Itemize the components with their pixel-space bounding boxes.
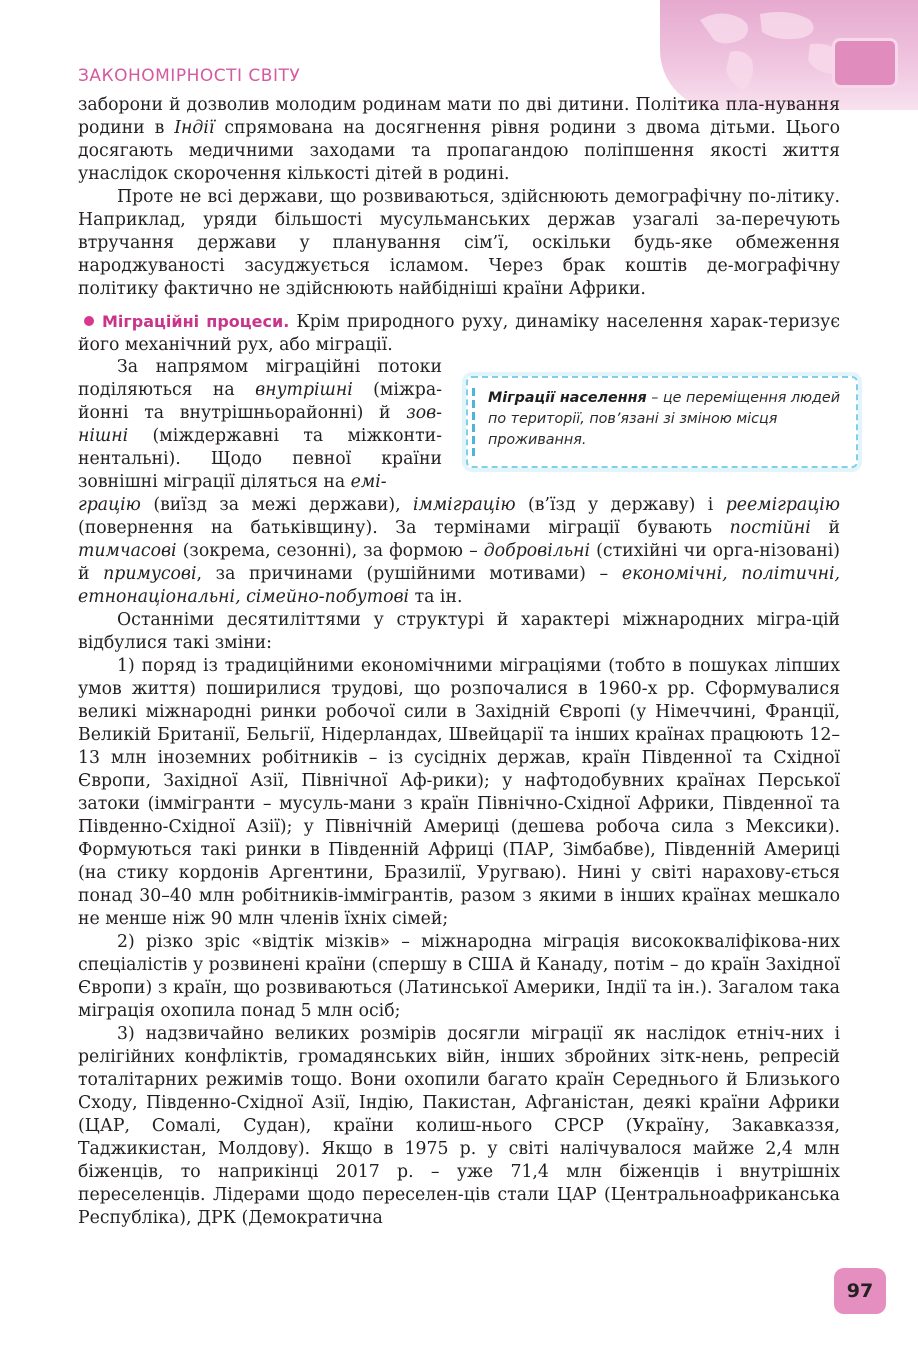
paragraph-demographic-policy: Проте не всі держави, що розвиваються, здійснюють демографічну по-літику. Наприклад, уряди більшості мусульманських держав узагалі за-перечують втручання держави у планування сім’ї, оскільки будь-яке обмеження народжуваності засуджується ісламом. Через брак коштів де-мографічну політику фактично не здійснюють найбідніші країни Африки. <box>78 187 840 299</box>
changes-intro: Останніми десятиліттями у структурі й характері міжнародних мігра-цій відбулися такі зміни: <box>78 610 840 653</box>
definition-box <box>466 376 858 468</box>
definition-text: – це переміщення людей по території, пов’язані зі зміною місця проживання. <box>488 390 840 448</box>
page-number: 97 <box>834 1268 886 1314</box>
bullet-icon <box>84 316 94 326</box>
migration-heading: Міграційні процеси. <box>102 312 290 331</box>
list-item-2: 2) різко зріс «відтік мізків» – міжнародна міграція висококваліфікова-них спеціалістів у розвинені країни (спершу в США й Канаду, потім – до країн Західної Європи) з країн, що розвиваються (Латинської Америки, Індії та ін.). Загалом така міграція охопила понад 5 млн осіб; <box>78 932 840 1021</box>
list-item-1: 1) поряд із традиційними економічними міграціями (тобто в пошуках ліпших умов життя) поширилися трудові, що розпочалися в 1960-х рр. Сформувалися великі міжнародні ринки робочої сили в Західній Європі (у Німеччині, Франції, Великій Британії, Бельгії, Нідерландах, Швейцарії та інших країнах працюють 12–13 млн іноземних робітників – із сусідніх держав, країн Південної та Східної Європи, Західної Азії, Північної Аф-рики); у нафтодобувних країнах Перської затоки (іммігранти – мусуль-мани з країн Північно-Східної Африки, Південної та Південно-Східної Азії); у Північній Америці (дешева робоча сила з Мексики). Формуються такі ринки в Південній Африці (ПАР, Зімбабве), Південній Америці (на стику кордонів Аргентини, Бразилії, Уругваю). Нині у світі нарахову-ється понад 30–40 млн робітників-іммігрантів, разом з якими в інших країнах мешкало не менше ніж 90 млн членів їхніх сімей; <box>78 656 840 929</box>
column-text: За напрямом міграційні потоки поділяються на внутрішні (міжра-йонні та внутрішньорайонні) й зов-нішні (міждержавні та міжконти-нентальні). Щодо певної країни зовнішні міграції діляться на емі- <box>78 357 442 492</box>
list-item-3: 3) надзвичайно великих розмірів досягли міграції як наслідок етніч-них і релігійних конфліктів, громадянських війн, інших збройних зітк-нень, репресій тоталітарних режимів тощо. Вони охопили багато країн Середнього й Близького Сходу, Південно-Східної Азії, Індію, Пакистан, Афганістан, деякі країни Африки (ЦАР, Сомалі, Судан), країни колиш-нього СРСР (Україну, Закавказзя, Таджикистан, Молдову). Якщо в 1975 р. у світі налічувалося майже 2,4 млн біженців, то наприкінці 2017 р. – уже 71,4 млн біженців і внутрішніх переселенців. Лідерами щодо переселен-ців стали ЦАР (Центральноафриканська Республіка), ДРК (Демократична <box>78 1024 840 1228</box>
migration-section: Міграційні процеси. Крім природного руху, динаміку населення харак-теризує його механічний рух, або міграції. <box>78 312 840 355</box>
ukraine-map-icon <box>832 38 898 88</box>
section-title: ЗАКОНОМІРНОСТІ СВІТУ <box>78 66 301 86</box>
definition-accent-bar <box>472 388 475 456</box>
definition-term: Міграції населення <box>488 390 647 406</box>
paragraph-block1: заборони й дозволив молодим родинам мати по дві дитини. Політика пла-нування родини в Індії спрямована на досягнення рівня родини з двома дітьми. Цього досягають медичними заходами та пропагандою поліпшення якості життя унаслідок скорочення кількості дітей в родині. Проте не всі держави, що розвиваються, здійснюють демографічну по-літику. Наприклад, уряди більшості мусульманських держав узагалі за-перечують втручання держави у планування сім’ї, оскільки будь-яке обмеження народжуваності засуджується ісламом. Через брак коштів де-мографічну політику фактично не здійснюють найбідніші країни Африки. <box>78 95 840 299</box>
migration-types: грацію (виїзд за межі держави), імміграцію (в’їзд у державу) і рееміграцію (повернення на батьківщину). За термінами міграції бувають постійні й тимчасові (зокрема, сезонні), за формою – добровільні (стихійні чи орга-нізовані) й примусові, за причинами (рушійними мотивами) – економічні, політичні, етнонаціональні, сімейно-побутові та ін. Останніми десятиліттями у структурі й характері міжнародних мігра-цій відбулися такі зміни: 1) поряд із традиційними економічними міграціями (тобто в пошуках ліпших умов життя) поширилися трудові, що розпочалися в 1960-х рр. Сформувалися великі міжнародні ринки робочої сили в Західній Європі (у Німеччині, Франції, Великій Британії, Бельгії, Нідерландах, Швейцарії та інших країнах працюють 12–13 млн іноземних робітників – із сусідніх держав, країн Південної та Східної Європи, Західної Азії, Північної Аф-рики); у нафтодобувних країнах Перської затоки (іммігранти – мусуль-мани з країн Північно-Східної Африки, Південної та Південно-Східної Азії); у Північній Америці (дешева робоча сила з Мексики). Формуються такі ринки в Південній Африці (ПАР, Зімбабве), Південній Америці (на стику кордонів Аргентини, Бразилії, Уругваю). Нині у світі нарахову-ється понад 30–40 млн робітників-іммігрантів, разом з якими в інших країнах мешкало не менше ніж 90 млн членів їхніх сімей; 2) різко зріс «відтік мізків» – міжнародна міграція висококваліфікова-них спеціалістів у розвинені країни (спершу в США й Канаду, потім – до країн Західної Європи) з країн, що розвиваються (Латинської Америки, Індії та ін.). Загалом така міграція охопила понад 5 млн осіб; 3) надзвичайно великих розмірів досягли міграції як наслідок етніч-них і релігійних конфліктів, громадянських війн, інших збройних зітк-нень, репресій тоталітарних режимів тощо. Вони охопили багато країн Середнього й Близького Сходу, Південно-Східної Азії, Індію, Пакистан, Афганістан, деякі країни Африки (ЦАР, Сомалі, Судан), країни колиш-нього СРСР (Україну, Закавказзя, Таджикистан, Молдову). Якщо в 1975 р. у світі налічувалося майже 2,4 млн біженців, то наприкінці 2017 р. – уже 71,4 млн біженців і внутрішніх переселенців. Лідерами щодо переселен-ців стали ЦАР (Центральноафриканська Республіка), ДРК (Демократична <box>78 495 840 1228</box>
